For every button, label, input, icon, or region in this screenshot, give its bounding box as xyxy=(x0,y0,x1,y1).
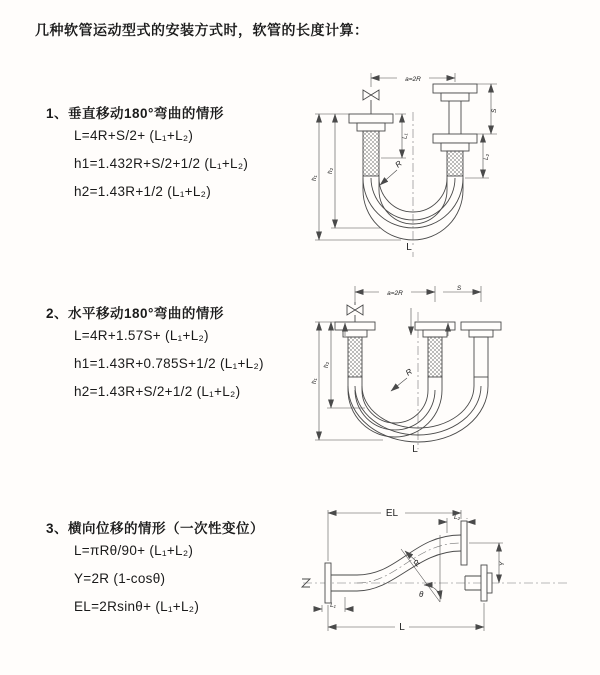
hose-outline xyxy=(474,337,488,377)
dim-label-h1: h₁ xyxy=(311,175,318,181)
dim-label-el: EL xyxy=(385,508,399,519)
flange xyxy=(461,521,467,565)
dim-label-l1: L₁ xyxy=(330,602,336,609)
angle-construction xyxy=(401,535,441,602)
flange xyxy=(343,330,367,337)
diagram-horizontal-180 xyxy=(303,278,558,458)
dim-label-h2: h₂ xyxy=(327,167,334,174)
formula-h2: h2=1.43R+S/2+1/2 (L₁+L₂) xyxy=(74,384,241,399)
formula-h2: h2=1.43R+1/2 (L₁+L₂) xyxy=(74,184,212,199)
flange xyxy=(461,322,501,330)
section-heading: 3、横向位移的情形（一次性变位） xyxy=(46,521,265,536)
dim-label-h2: h₂ xyxy=(323,361,330,368)
dim-label-h1: h₁ xyxy=(311,378,318,384)
dim-label-l2: L₂ xyxy=(453,514,461,521)
formula-length: L=4R+S/2+ (L₁+L₂) xyxy=(74,128,194,143)
hose-braid xyxy=(447,151,463,176)
valve-icon xyxy=(363,90,379,114)
formula-h1: h1=1.43R+0.785S+1/2 (L₁+L₂) xyxy=(74,356,264,371)
flange xyxy=(481,565,487,601)
formula-h1: h1=1.432R+S/2+1/2 (L₁+L₂) xyxy=(74,156,249,171)
section-lateral-displacement xyxy=(46,517,316,621)
flange xyxy=(441,143,469,151)
length-label: L xyxy=(406,242,412,253)
diagram-vertical-180 xyxy=(305,66,545,263)
flange xyxy=(433,134,477,143)
flange xyxy=(335,322,375,330)
hose-braid xyxy=(348,337,362,377)
flange xyxy=(415,322,455,330)
page-title: 几种软管运动型式的安装方式时，软管的长度计算： xyxy=(35,22,369,38)
hose-s-curve xyxy=(357,535,461,591)
section-vertical-180 xyxy=(46,102,316,206)
section-heading: 1、垂直移动180°弯曲的情形 xyxy=(46,106,224,121)
dim-label-l: L xyxy=(399,622,405,633)
flange xyxy=(423,330,447,337)
radius-label: R xyxy=(393,158,404,170)
dim-label-s: S xyxy=(456,285,462,292)
hose-braid xyxy=(363,131,379,176)
flange xyxy=(469,330,493,337)
flange xyxy=(349,114,393,123)
dim-label-l2: L₂ xyxy=(483,153,490,160)
section-horizontal-180 xyxy=(46,302,316,406)
flange xyxy=(325,563,331,603)
dim-label-a2r: a=2R xyxy=(387,290,403,297)
flange xyxy=(441,93,469,101)
formula-el: EL=2Rsinθ+ (L₁+L₂) xyxy=(74,599,200,614)
flange xyxy=(433,84,477,93)
formula-length: L=4R+1.57S+ (L₁+L₂) xyxy=(74,328,209,343)
formula-length: L=πRθ/90+ (L₁+L₂) xyxy=(74,543,194,558)
dim-label-s: S xyxy=(491,108,498,113)
angle-label: θ xyxy=(419,590,424,599)
radius-label: R xyxy=(411,558,423,569)
radius-label: R xyxy=(403,366,414,378)
section-heading: 2、水平移动180°弯曲的情形 xyxy=(46,306,224,321)
formula-y: Y=2R (1-cosθ) xyxy=(74,571,166,586)
length-label: L xyxy=(412,444,418,455)
diagram-lateral-displacement xyxy=(295,505,585,645)
dim-label-y: Y xyxy=(499,561,506,566)
valve-icon xyxy=(347,302,363,322)
dim-label-a2r: a=2R xyxy=(405,76,421,83)
flange xyxy=(357,123,385,131)
dim-label-l1: L₁ xyxy=(401,133,409,139)
flange xyxy=(487,573,492,593)
hose-braid xyxy=(428,337,442,377)
